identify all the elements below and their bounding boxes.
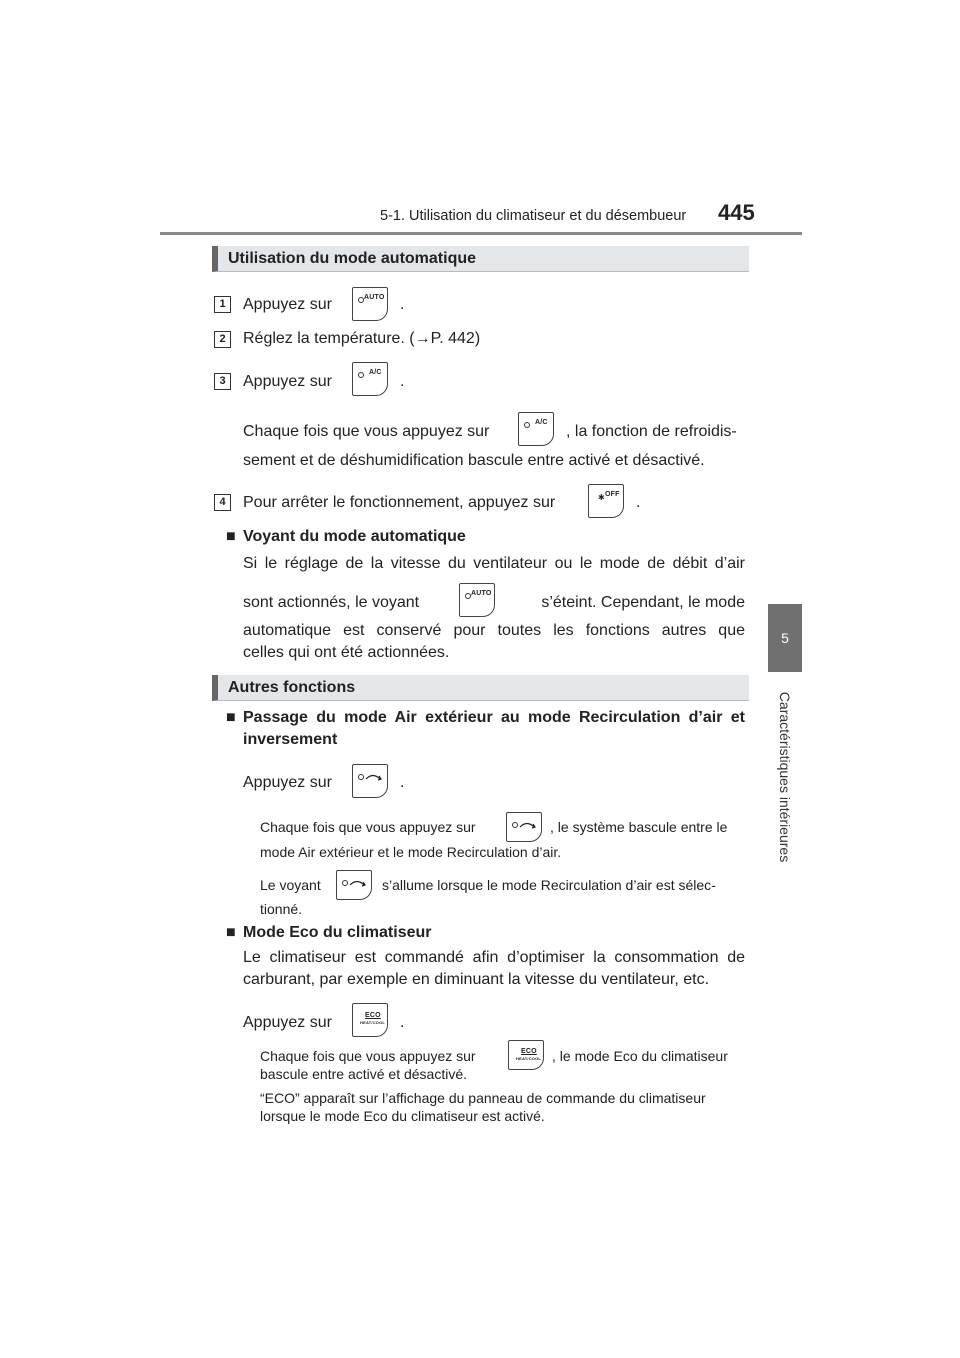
note-text: , la fonction de refroidis- bbox=[566, 423, 737, 440]
note-text: , le système bascule entre le bbox=[550, 819, 728, 835]
section-title-auto-mode: Utilisation du mode automatique bbox=[212, 246, 749, 272]
recirculation-indicator-icon bbox=[336, 870, 372, 900]
paragraph-line: automatique est conservé pour toutes les fonctions autres que bbox=[243, 622, 745, 639]
note-text: , le mode Eco du climatiseur bbox=[552, 1048, 728, 1064]
paragraph-line: Le climatiseur est commandé afin d’optimiser la consommation de bbox=[243, 949, 745, 966]
step-text: Pour arrêter le fonctionnement, appuyez sur bbox=[243, 494, 556, 511]
paragraph-line: celles qui ont été actionnées. bbox=[243, 644, 450, 661]
note-text: Chaque fois que vous appuyez sur bbox=[243, 423, 490, 440]
step-text: Réglez la température. (→P. 442) bbox=[243, 330, 481, 347]
note-text: tionné. bbox=[260, 901, 303, 917]
section-heading: 5-1. Utilisation du climatiseur et du désembueur bbox=[380, 208, 687, 224]
note-text: sement et de déshumidification bascule entre activé et désactivé. bbox=[243, 452, 705, 469]
header-divider bbox=[160, 232, 802, 235]
ac-button-icon: A/C bbox=[518, 412, 554, 446]
auto-indicator-icon: AUTO bbox=[459, 583, 495, 617]
step-number: 1 bbox=[214, 296, 231, 313]
subheading: Mode Eco du climatiseur bbox=[243, 924, 432, 941]
step-text: Appuyez sur bbox=[243, 373, 332, 390]
instruction-text-end: . bbox=[400, 774, 405, 791]
step-text: Appuyez sur bbox=[243, 296, 332, 313]
off-button-icon: ✱ OFF bbox=[588, 484, 624, 518]
bullet-square: ■ bbox=[226, 924, 236, 941]
bullet-square: ■ bbox=[226, 528, 236, 545]
note-text: mode Air extérieur et le mode Recirculation d’air. bbox=[260, 844, 562, 860]
eco-button-icon: ECO HEAT/COOL bbox=[508, 1040, 544, 1070]
ac-button-icon: A/C bbox=[352, 362, 388, 396]
note-text: bascule entre activé et désactivé. bbox=[260, 1066, 468, 1082]
note-text: Le voyant bbox=[260, 877, 321, 893]
instruction-text: Appuyez sur bbox=[243, 774, 332, 791]
auto-button-icon: AUTO bbox=[352, 287, 388, 321]
paragraph-line: Si le réglage de la vitesse du ventilateur ou le mode de débit d’air bbox=[243, 555, 745, 572]
note-text: s’allume lorsque le mode Recirculation d’air est sélec- bbox=[382, 877, 716, 893]
step-number: 4 bbox=[214, 494, 231, 511]
step-number: 3 bbox=[214, 373, 231, 390]
instruction-text: Appuyez sur bbox=[243, 1014, 332, 1031]
chapter-label: Caractéristiques intérieures bbox=[777, 691, 793, 863]
note-text: Chaque fois que vous appuyez sur bbox=[260, 1048, 476, 1064]
subheading: Passage du mode Air extérieur au mode Recirculation d’air et bbox=[243, 709, 745, 726]
step-text-end: . bbox=[400, 296, 405, 313]
step-text-end: . bbox=[400, 373, 405, 390]
recirculation-button-icon bbox=[506, 812, 542, 842]
paragraph-line: sont actionnés, le voyant bbox=[243, 594, 420, 611]
paragraph-line: s’éteint. Cependant, le mode bbox=[541, 594, 745, 611]
note-text: lorsque le mode Eco du climatiseur est activé. bbox=[260, 1108, 545, 1124]
recirculation-button-icon bbox=[352, 764, 388, 798]
note-text: Chaque fois que vous appuyez sur bbox=[260, 819, 476, 835]
paragraph-line: carburant, par exemple en diminuant la vitesse du ventilateur, etc. bbox=[243, 971, 710, 988]
section-title-other-functions: Autres fonctions bbox=[212, 675, 749, 701]
step-text-end: . bbox=[636, 494, 641, 511]
instruction-text-end: . bbox=[400, 1014, 405, 1031]
svg-text:✱: ✱ bbox=[598, 493, 605, 502]
chapter-tab: 5 bbox=[768, 604, 802, 672]
subheading: Voyant du mode automatique bbox=[243, 528, 466, 545]
subheading: inversement bbox=[243, 731, 338, 748]
eco-button-icon: ECO HEAT/COOL bbox=[352, 1003, 388, 1037]
step-number: 2 bbox=[214, 331, 231, 348]
note-text: “ECO” apparaît sur l’affichage du panneau de commande du climatiseur bbox=[260, 1090, 706, 1106]
page-number: 445 bbox=[718, 200, 755, 225]
bullet-square: ■ bbox=[226, 709, 236, 726]
